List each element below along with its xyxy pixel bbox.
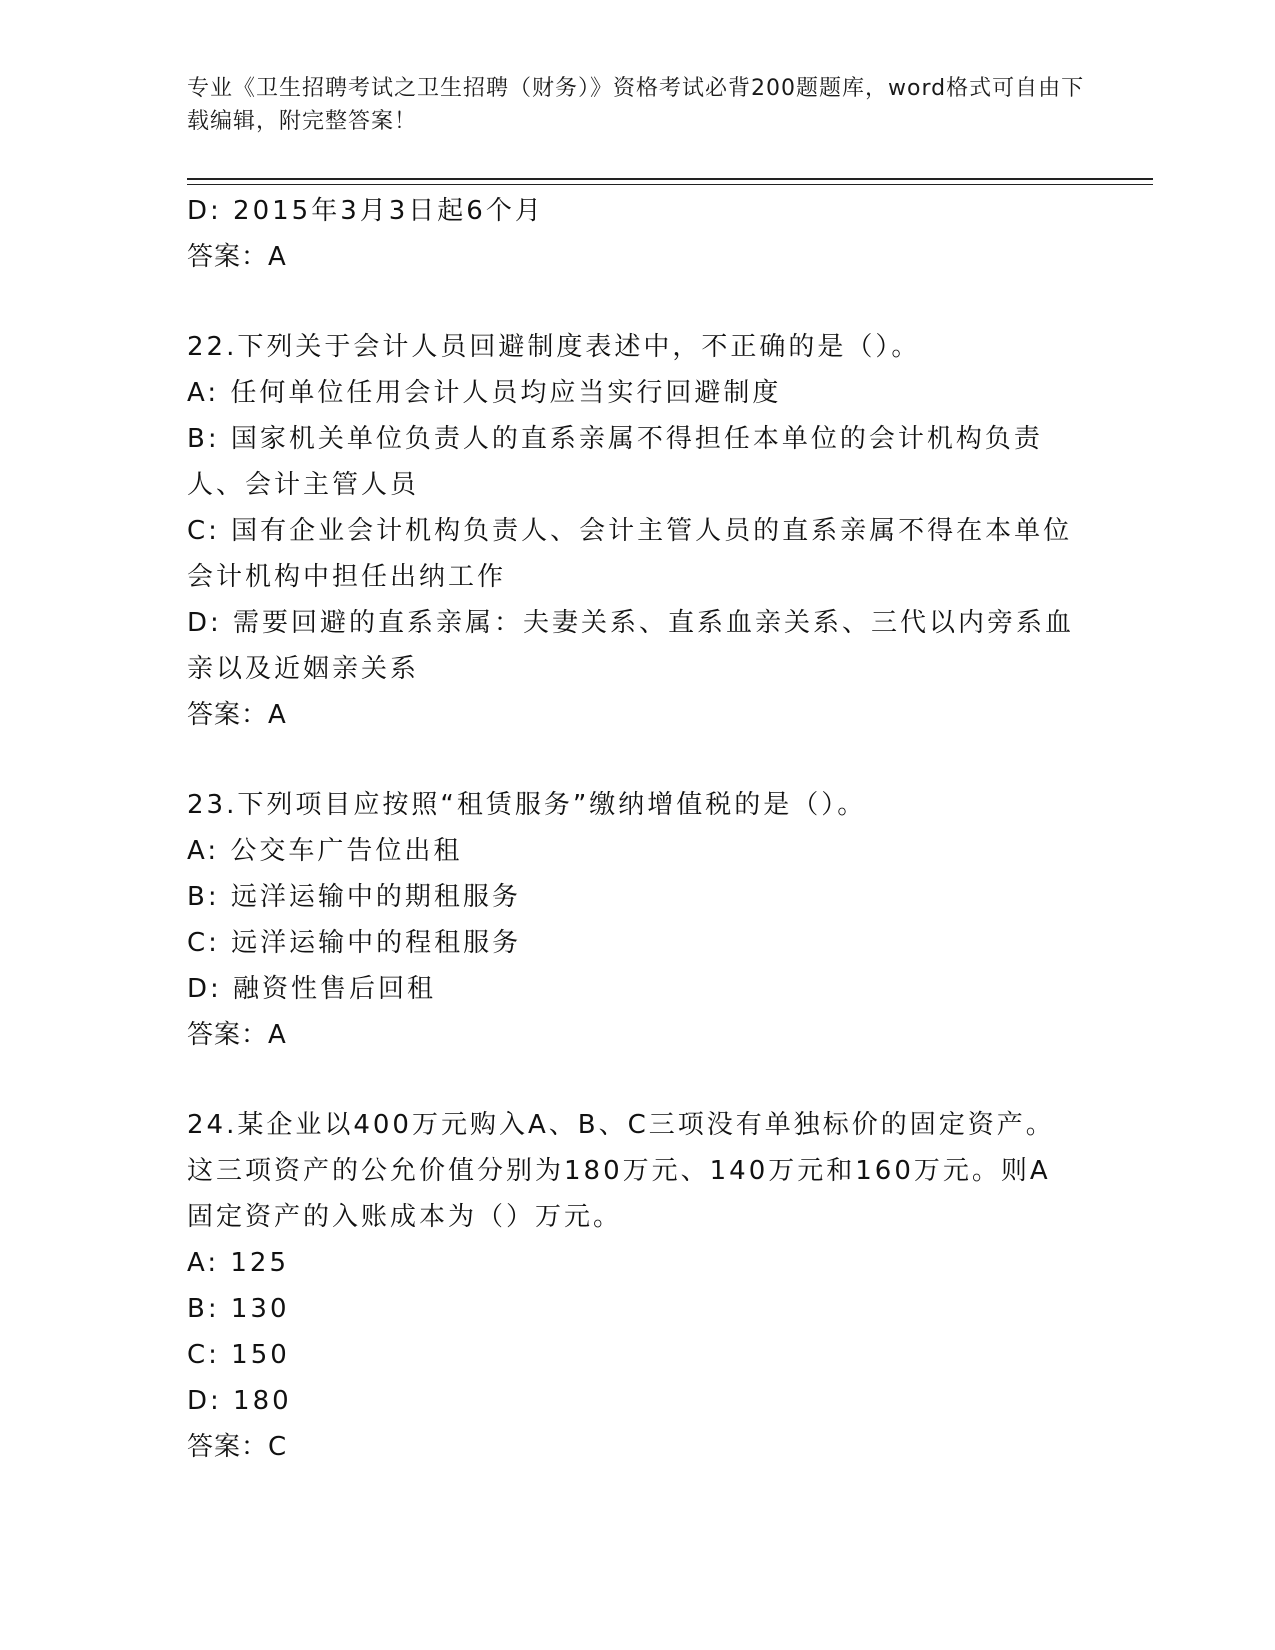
answer-line: 答案：A [187, 242, 287, 272]
answer-line: 答案：C [187, 1432, 288, 1462]
header-divider-thick [187, 178, 1153, 180]
option-b: B: 国家机关单位负责人的直系亲属不得担任本单位的会计机构负责人、会计主管人员 [187, 424, 1043, 500]
option-c: C: 150 [187, 1340, 290, 1370]
question-stem: 24.某企业以400万元购入A、B、C三项没有单独标价的固定资产。这三项资产的公允价值分别为180万元、140万元和160万元。则A固定资产的入账成本为（）万元。 [187, 1110, 1055, 1232]
option-a: A: 125 [187, 1248, 289, 1278]
question-23 [187, 782, 1077, 1058]
header-text: 专业《卫生招聘考试之卫生招聘（财务）》资格考试必背200题题库，word格式可自由下载编辑，附完整答案！ [187, 76, 1085, 134]
option-c: C: 国有企业会计机构负责人、会计主管人员的直系亲属不得在本单位会计机构中担任出纳工作 [187, 516, 1073, 592]
option-c: C: 远洋运输中的程租服务 [187, 928, 522, 958]
question-stem: 23.下列项目应按照“租赁服务”缴纳增值税的是（）。 [187, 790, 867, 820]
question-24 [187, 1102, 1077, 1470]
question-22 [187, 324, 1077, 738]
option-d: D: 需要回避的直系亲属：夫妻关系、直系血亲关系、三代以内旁系血亲以及近姻亲关系 [187, 608, 1075, 684]
answer-line: 答案：A [187, 1020, 287, 1050]
option-d: D: 180 [187, 1386, 292, 1416]
question-21-tail [187, 188, 1077, 280]
document-header [187, 72, 1087, 138]
option-a: A: 任何单位任用会计人员均应当实行回避制度 [187, 378, 782, 408]
question-stem: 22.下列关于会计人员回避制度表述中，不正确的是（）。 [187, 332, 921, 362]
option-d: D: 2015年3月3日起6个月 [187, 196, 544, 226]
option-d: D: 融资性售后回租 [187, 974, 437, 1004]
option-a: A: 公交车广告位出租 [187, 836, 463, 866]
header-divider-thin [187, 184, 1153, 185]
answer-line: 答案：A [187, 700, 287, 730]
option-b: B: 远洋运输中的期租服务 [187, 882, 521, 912]
question-content [187, 188, 1077, 1470]
option-b: B: 130 [187, 1294, 290, 1324]
